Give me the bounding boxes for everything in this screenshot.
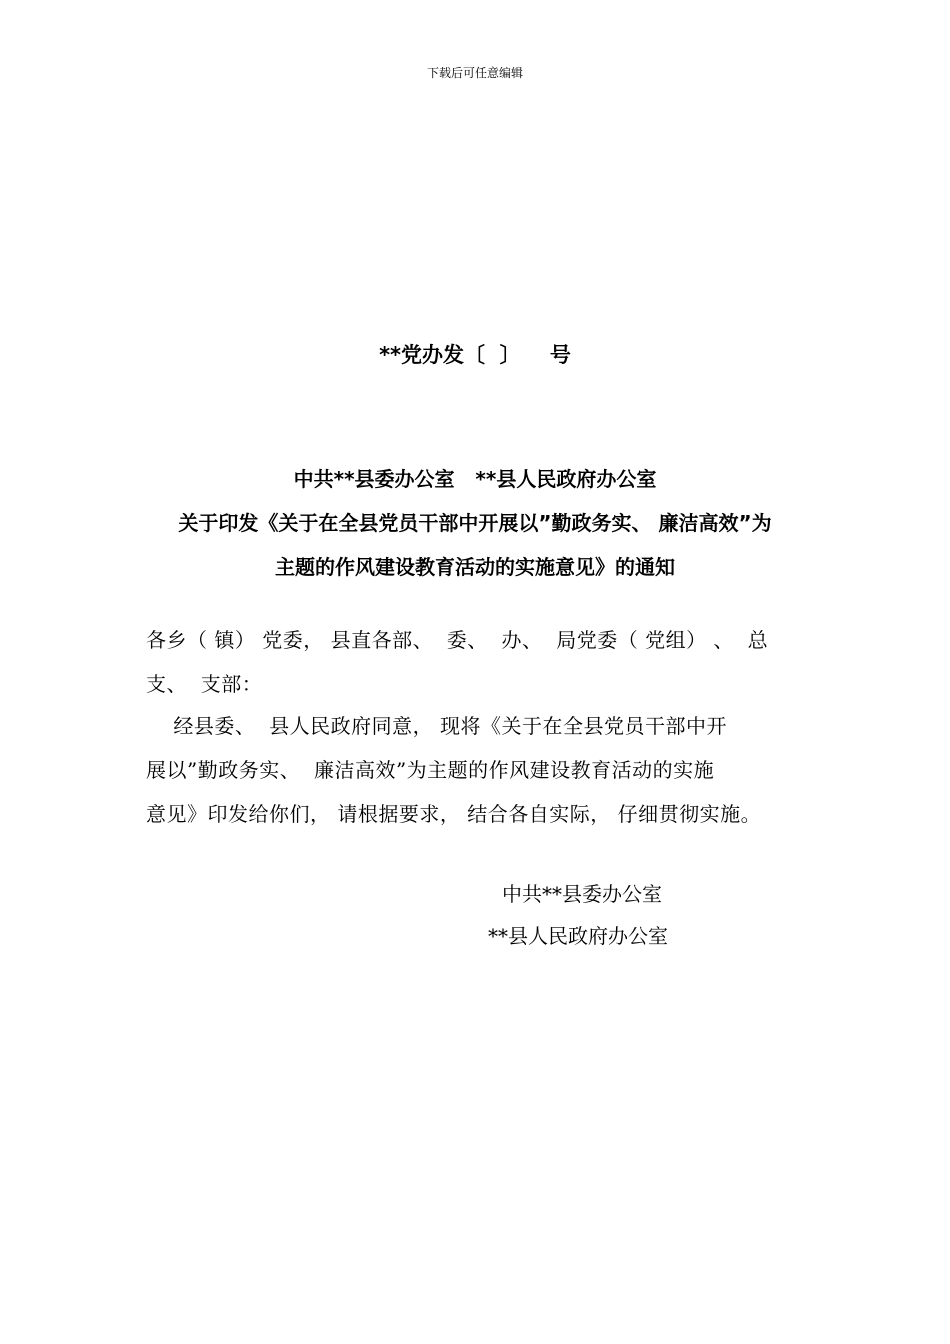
document-number: **党办发〔 〕 号 [379,343,571,367]
paragraph-line: 展以”勤政务实、 廉洁高效”为主题的作风建设教育活动的实施 [146,758,715,782]
addressee [146,624,808,712]
body-paragraph [146,710,808,842]
paragraph-line: 意见》印发给你们， 请根据要求， 结合各自实际， 仔细贯彻实施。 [146,802,762,826]
document-title [140,463,810,595]
title-line-subject: 关于印发《关于在全县党员干部中开展以”勤政务实、 廉洁高效”为 [178,511,772,535]
header-note: 下载后可任意编辑 [426,66,523,80]
signature-government-office: **县人民政府办公室 [488,924,668,948]
title-line-issuers: 中共**县委办公室 **县人民政府办公室 [293,467,657,491]
paragraph-line: 经县委、 县人民政府同意， 现将《关于在全县党员干部中开 [146,714,728,738]
title-line-subject-cont: 主题的作风建设教育活动的实施意见》的通知 [275,555,675,579]
addressee-line: 支、 支部： [146,672,263,696]
signature-party-office: 中共**县委办公室 [502,882,662,906]
addressee-line: 各乡（ 镇） 党委， 县直各部、 委、 办、 局党委（ 党组） 、 总 [146,628,769,652]
